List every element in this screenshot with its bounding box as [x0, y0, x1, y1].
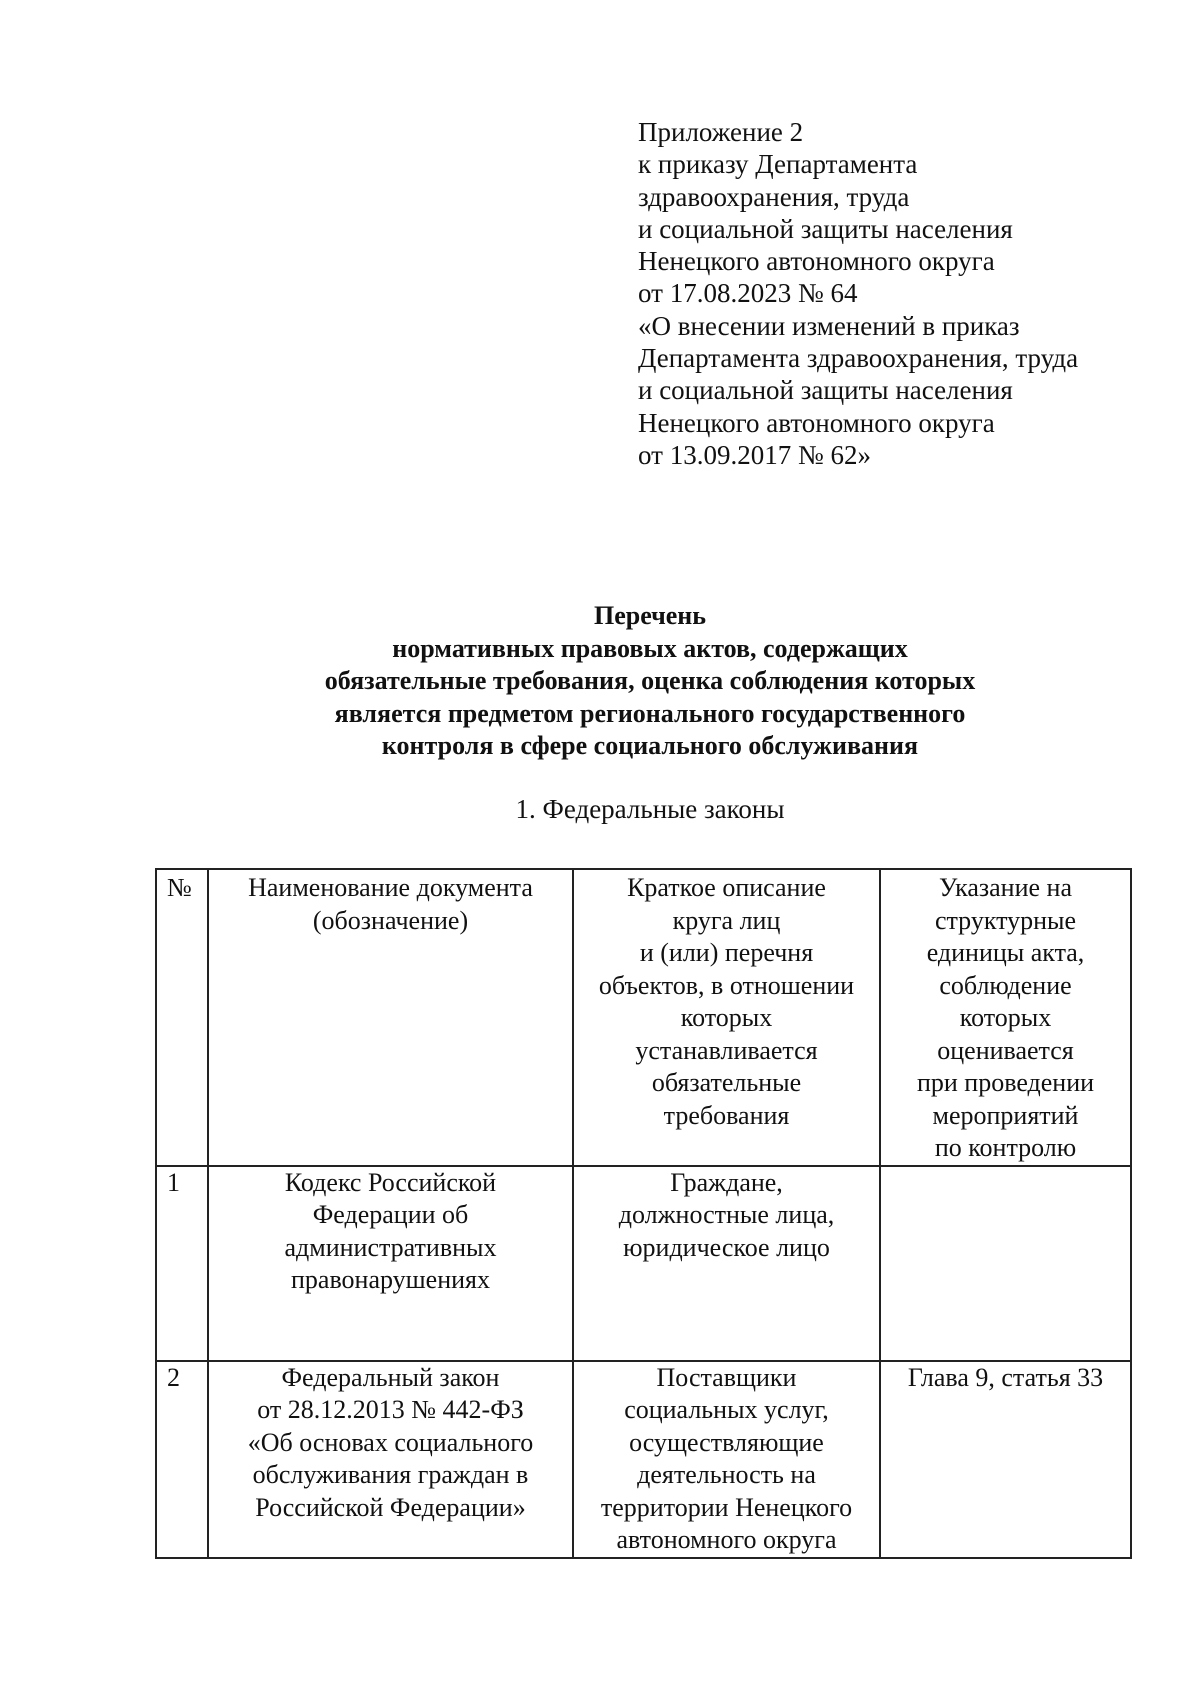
header-text: круга лиц: [672, 905, 781, 935]
header-text: объектов, в отношении: [598, 970, 855, 1000]
cell-text: Федеральный закон: [281, 1362, 500, 1392]
row-description: [573, 1361, 880, 1558]
header-text: требования: [663, 1100, 790, 1130]
annex-line: от 17.08.2023 № 64: [638, 278, 858, 309]
cell-text: Кодекс Российской: [284, 1167, 497, 1197]
cell-text: обслуживания граждан в: [252, 1460, 529, 1489]
annex-line: «О внесении изменений в приказ: [638, 310, 1020, 341]
title-line: нормативных правовых актов, содержащих: [392, 633, 908, 663]
cell-text: «Об основах социального: [247, 1427, 534, 1457]
cell-text: должностные лица,: [618, 1200, 835, 1229]
header-name: [208, 869, 573, 1166]
header-text: устанавливается: [635, 1035, 818, 1065]
cell-text: Федерации об: [312, 1200, 469, 1229]
header-text: Краткое описание: [627, 873, 826, 902]
cell-text: Глава 9, статья 33: [907, 1362, 1104, 1392]
annex-line: Приложение 2: [638, 117, 804, 147]
row-num-value: 1: [167, 1167, 180, 1197]
cell-text: Граждане,: [670, 1167, 783, 1197]
cell-text: правонарушениях: [290, 1265, 490, 1294]
annex-line: Департамента здравоохранения, труда: [638, 343, 1079, 374]
table-row: [156, 1361, 1131, 1558]
annex-header: [638, 116, 1078, 471]
document-title: [150, 600, 1150, 763]
row-num-value: 2: [167, 1362, 180, 1392]
header-text: обязательные: [651, 1068, 802, 1097]
header-text: Наименование документа: [248, 873, 533, 902]
header-text: по контролю: [934, 1133, 1077, 1162]
row-units: [880, 1166, 1131, 1361]
row-name: [208, 1166, 573, 1361]
annex-line: здравоохранения, труда: [638, 181, 910, 212]
header-text: оценивается: [937, 1035, 1074, 1065]
cell-text: от 28.12.2013 № 442-ФЗ: [257, 1395, 524, 1424]
section-heading: 1. Федеральные законы: [515, 794, 785, 824]
title-line: является предметом регионального государственного: [334, 698, 966, 728]
header-text: структурные: [934, 905, 1077, 935]
header-text: соблюдение: [939, 970, 1072, 1000]
header-text: мероприятий: [932, 1100, 1079, 1130]
annex-line: и социальной защиты населения: [638, 375, 1013, 406]
header-text: (обозначение): [312, 905, 469, 935]
header-num: [156, 869, 208, 1166]
row-num: [156, 1166, 208, 1361]
row-num: [156, 1361, 208, 1558]
cell-text: деятельность на: [637, 1460, 816, 1489]
cell-text: Поставщики: [656, 1362, 797, 1392]
cell-text: осуществляющие: [629, 1427, 824, 1457]
table-row: [156, 1166, 1131, 1361]
title-line: обязательные требования, оценка соблюдения которых: [324, 666, 976, 695]
annex-line: от 13.09.2017 № 62»: [638, 439, 871, 470]
row-name: [208, 1361, 573, 1558]
acts-table: [155, 868, 1132, 1559]
header-text: Указание на: [938, 873, 1073, 902]
annex-line: к приказу Департамента: [638, 149, 918, 180]
header-text: и (или) перечня: [639, 938, 814, 967]
header-description: [573, 869, 880, 1166]
row-units: [880, 1361, 1131, 1558]
title-line: контроля в сфере социального обслуживания: [381, 731, 919, 760]
title-line: Перечень: [593, 601, 707, 630]
cell-text: административных: [284, 1232, 497, 1262]
header-text: которых: [680, 1003, 773, 1032]
annex-line: Ненецкого автономного округа: [638, 407, 995, 438]
annex-line: и социальной защиты населения: [638, 213, 1013, 244]
header-units: [880, 869, 1131, 1166]
header-text: единицы акта,: [926, 938, 1085, 967]
annex-line: Ненецкого автономного округа: [638, 246, 995, 277]
header-num-label: №: [167, 873, 192, 902]
header-text: при проведении: [916, 1068, 1095, 1097]
table-header-row: [156, 869, 1131, 1166]
cell-text: социальных услуг,: [624, 1395, 829, 1424]
cell-text: Российской Федерации»: [255, 1492, 526, 1522]
cell-text: автономного округа: [616, 1525, 837, 1554]
cell-text: юридическое лицо: [623, 1232, 830, 1262]
header-text: которых: [959, 1003, 1052, 1032]
row-description: [573, 1166, 880, 1361]
cell-text: территории Ненецкого: [600, 1492, 853, 1522]
